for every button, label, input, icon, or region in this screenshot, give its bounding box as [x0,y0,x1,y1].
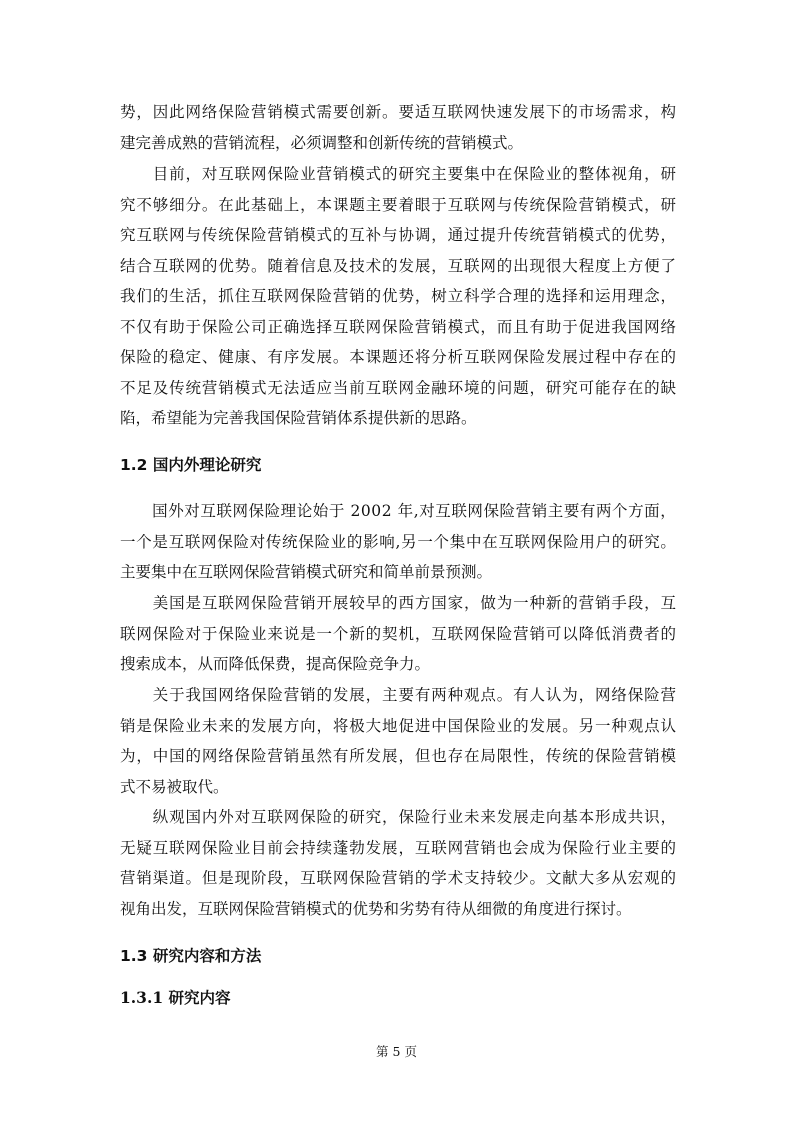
text-line: 我们的生活，抓住互联网保险营销的优势，树立科学合理的选择和运用理念， [120,287,677,305]
text-line: 关于我国网络保险营销的发展，主要有两种观点。有人认为，网络保险营 [120,686,677,704]
text-line: 无疑互联网保险业目前会持续蓬勃发展，互联网营销也会成为保险行业主要的 [120,838,677,857]
text-line: 营销渠道。但是现阶段，互联网保险营销的学术支持较少。文献大多从宏观的 [120,869,677,887]
text-line: 为，中国的网络保险营销虽然有所发展，但也存在局限性，传统的保险营销模 [120,747,677,765]
paragraph-intro-continued [120,97,676,158]
paragraph-current-research [120,159,676,434]
text-line: 建完善成熟的营销流程，必须调整和创新传统的营销模式。 [120,133,524,152]
section-heading-1-2: 1.2 国内外理论研究 [120,456,262,474]
paragraph-foreign-research [120,496,676,588]
text-line: 究互联网与传统保险营销模式的互补与协调，通过提升传统营销模式的优势， [120,226,677,244]
text-line: 不足及传统营销模式无法适应当前互联网金融环境的问题，研究可能存在的缺 [120,378,677,397]
text-line: 纵观国内外对互联网保险的研究，保险行业未来发展走向基本形成共识， [120,808,677,826]
text-line: 国外对互联网保险理论始于 2002 年,对互联网保险营销主要有两个方面， [120,502,677,520]
text-line: 销是保险业未来的发展方向，将极大地促进中国保险业的发展。另一种观点认 [120,716,677,735]
text-line: 结合互联网的优势。随着信息及技术的发展，互联网的出现很大程度上方便了 [120,256,677,275]
text-line: 视角出发，互联网保险营销模式的优势和劣势有待从细微的角度进行探讨。 [120,899,632,918]
paragraph-summary [120,802,676,924]
text-line: 目前，对互联网保险业营销模式的研究主要集中在保险业的整体视角，研 [120,165,677,183]
text-line: 不仅有助于保险公司正确选择互联网保险营销模式，而且有助于促进我国网络 [120,317,677,336]
text-line: 式不易被取代。 [120,777,229,796]
paragraph-us-research [120,588,676,680]
subsection-heading-1-3-1: 1.3.1 研究内容 [120,988,231,1007]
page-number: 第 5 页 [376,1044,417,1059]
section-heading-1-3: 1.3 研究内容和方法 [120,947,262,965]
text-line: 联网保险对于保险业来说是一个新的契机，互联网保险营销可以降低消费者的 [120,624,677,643]
paragraph-domestic-views [120,680,676,802]
text-line: 一个是互联网保险对传统保险业的影响,另一个集中在互联网保险用户的研究。 [120,532,677,551]
text-line: 势，因此网络保险营销模式需要创新。要适互联网快速发展下的市场需求，构 [120,103,677,121]
text-line: 搜索成本，从而降低保费，提高保险竞争力。 [120,655,431,673]
text-line: 美国是互联网保险营销开展较早的西方国家，做为一种新的营销手段，互 [120,594,677,612]
text-line: 保险的稳定、健康、有序发展。本课题还将分析互联网保险发展过程中存在的 [120,348,677,366]
text-line: 陷，希望能为完善我国保险营销体系提供新的思路。 [120,409,477,427]
text-line: 究不够细分。在此基础上，本课题主要着眼于互联网与传统保险营销模式，研 [120,195,677,214]
text-line: 主要集中在互联网保险营销模式研究和简单前景预测。 [120,563,493,581]
